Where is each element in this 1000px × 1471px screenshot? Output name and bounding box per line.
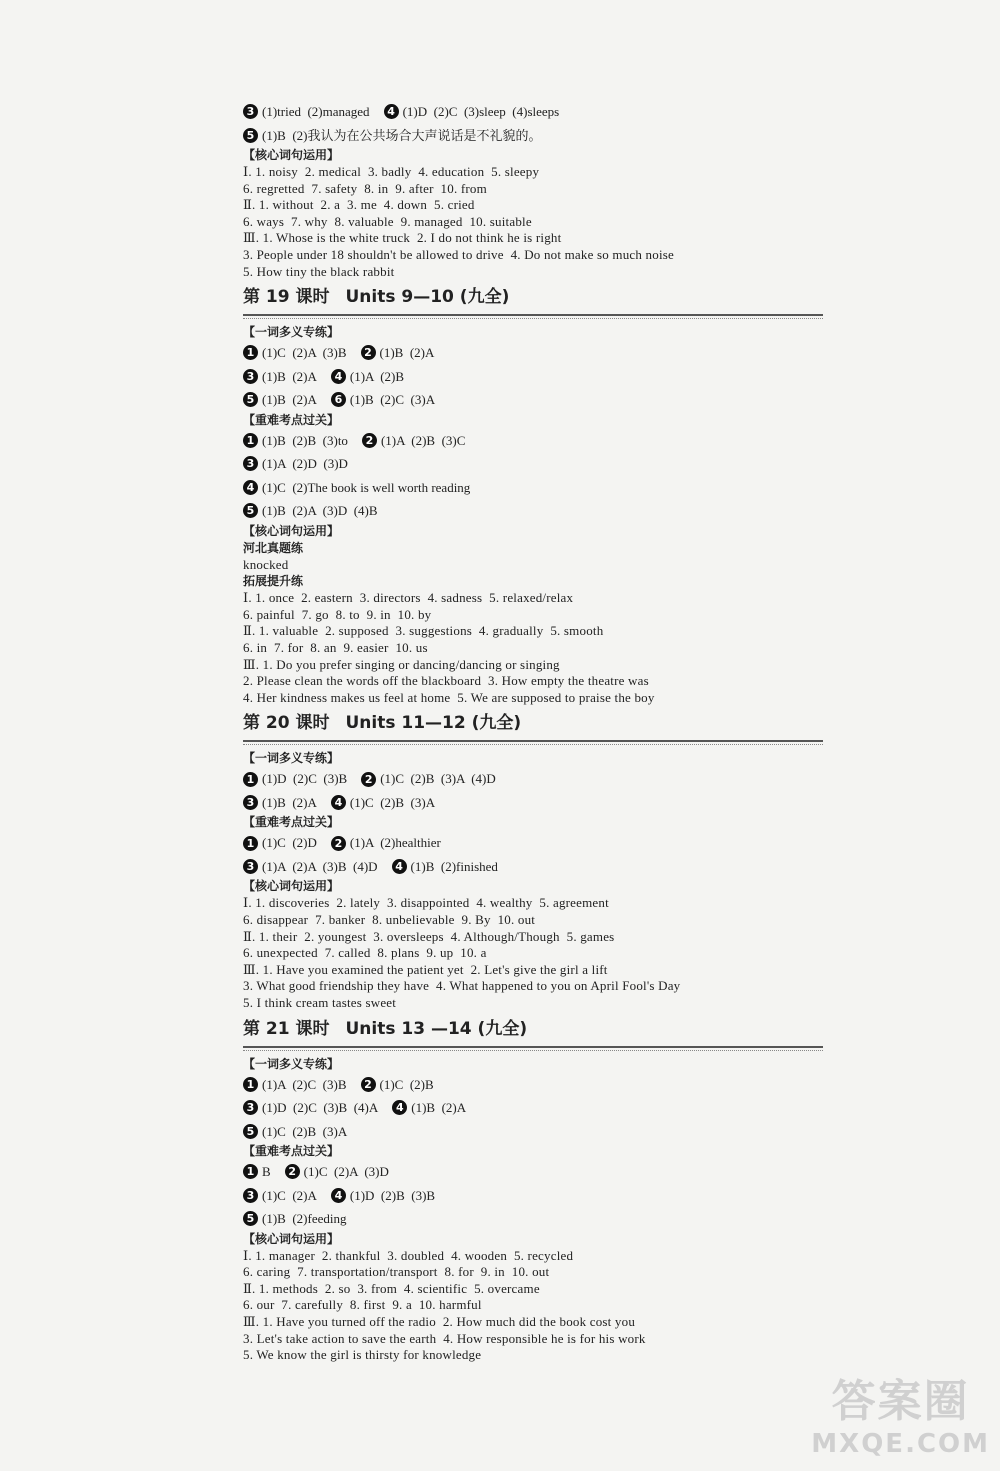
answer-row — [243, 1184, 823, 1208]
number-badge: 5 — [243, 392, 258, 407]
number-badge: 2 — [361, 345, 376, 360]
answer-row — [243, 499, 823, 523]
number-badge: 4 — [384, 104, 399, 119]
answer-line: Ⅰ. 1. discoveries 2. lately 3. disappointed 4. wealthy 5. agreement — [243, 895, 609, 911]
answer-line: 6. our 7. carefully 8. first 9. a 10. harmful — [243, 1297, 482, 1313]
answer-text: (1)B (2)A — [262, 794, 317, 810]
number-badge: 3 — [243, 456, 258, 471]
answer-line: knocked — [243, 556, 289, 572]
answer-row — [243, 1073, 823, 1097]
answer-line: 6. painful 7. go 8. to 9. in 10. by — [243, 606, 432, 622]
section-heading: 【一词多义专练】 — [243, 1056, 340, 1071]
number-badge: 1 — [243, 836, 258, 851]
answer-row — [243, 1207, 823, 1231]
number-badge: 4 — [392, 1100, 407, 1115]
number-badge: 4 — [331, 795, 346, 810]
answer-line: Ⅲ. 1. Have you turned off the radio 2. How much did the book cost you — [243, 1313, 636, 1329]
answer-row — [243, 365, 823, 389]
number-badge: 2 — [361, 1077, 376, 1092]
lesson-number: 第 20 课时 — [243, 713, 330, 734]
answer-line: 6. unexpected 7. called 8. plans 9. up 10. a — [243, 945, 487, 961]
answer-text: (1)B (2)B (3)to — [262, 432, 348, 448]
number-badge: 3 — [243, 859, 258, 874]
number-badge: 1 — [243, 345, 258, 360]
answer-text: (1)tried (2)managed — [262, 104, 370, 119]
answer-row — [243, 124, 823, 148]
answer-line: Ⅰ. 1. noisy 2. medical 3. badly 4. education 5. sleepy — [243, 164, 540, 179]
answer-line: 6. in 7. for 8. an 9. easier 10. us — [243, 640, 428, 656]
answer-row — [243, 1160, 823, 1184]
answer-row — [243, 1096, 823, 1120]
number-badge: 5 — [243, 1124, 258, 1139]
subsection-heading: 拓展提升练 — [243, 574, 304, 589]
answer-line: 3. What good friendship they have 4. What happened to you on April Fool's Day — [243, 978, 681, 994]
answer-text: (1)B (2)A — [379, 345, 435, 361]
section-heading: 【重难考点过关】 — [243, 815, 340, 830]
answer-line: Ⅲ. 1. Whose is the white truck 2. I do not think he is right — [243, 230, 562, 246]
answer-page — [243, 100, 823, 1364]
answer-line: 5. We know the girl is thirsty for knowledge — [243, 1347, 482, 1363]
answer-text: (1)B (2)A — [411, 1100, 467, 1116]
watermark-url: MXQE.COM — [811, 1429, 990, 1459]
answer-text: B — [262, 1164, 271, 1180]
section-heading: 【核心词句运用】 — [243, 523, 340, 538]
lesson-title — [243, 710, 823, 742]
section-heading: 【核心词句运用】 — [243, 148, 340, 162]
lesson-number: 第 21 课时 — [243, 1018, 330, 1039]
number-badge: 2 — [285, 1164, 300, 1179]
answer-row — [243, 1120, 823, 1144]
lesson-units: Units 9—10 (九全) — [345, 287, 510, 308]
watermark-logo — [811, 1365, 990, 1459]
number-badge: 4 — [331, 369, 346, 384]
answer-line: 4. Her kindness makes us feel at home 5. We are supposed to praise the boy — [243, 689, 655, 705]
watermark-text: 答案圈 — [831, 1376, 970, 1427]
answer-line: Ⅰ. 1. manager 2. thankful 3. doubled 4. wooden 5. recycled — [243, 1247, 574, 1263]
answer-line: 6. ways 7. why 8. valuable 9. managed 10. suitable — [243, 213, 532, 229]
answer-text: (1)D (2)C (3)B (4)A — [262, 1100, 379, 1116]
answer-line: Ⅱ. 1. valuable 2. supposed 3. suggestions 4. gradually 5. smooth — [243, 623, 604, 639]
number-badge: 5 — [243, 128, 258, 143]
answer-line: Ⅲ. 1. Have you examined the patient yet 2. Let's give the girl a lift — [243, 961, 608, 977]
number-badge: 1 — [243, 772, 258, 787]
answer-row — [243, 452, 823, 476]
answer-text: (1)A (2)C (3)B — [262, 1076, 347, 1092]
answer-text: (1)D (2)C (3)B — [262, 771, 348, 787]
answer-text: (1)C (2)A (3)D — [303, 1164, 389, 1180]
answer-line: 6. disappear 7. banker 8. unbelievable 9. By 10. out — [243, 912, 536, 927]
number-badge: 1 — [243, 1077, 258, 1092]
subsection-heading: 河北真题练 — [243, 540, 304, 555]
number-badge: 3 — [243, 1100, 258, 1115]
answer-row — [243, 100, 823, 124]
answer-text: (1)C (2)B — [379, 1076, 434, 1092]
number-badge: 3 — [243, 795, 258, 810]
lesson-title — [243, 284, 823, 316]
number-badge: 4 — [392, 859, 407, 874]
answer-text: (1)D (2)C (3)sleep (4)sleeps — [402, 104, 560, 119]
answer-text: (1)C (2)B (3)A (4)D — [380, 771, 496, 787]
section-heading: 【一词多义专练】 — [243, 325, 340, 340]
section-heading: 【核心词句运用】 — [243, 879, 340, 894]
answer-text: (1)B (2)A (3)D (4)B — [262, 503, 378, 519]
answer-row — [243, 831, 823, 855]
answer-text: (1)D (2)B (3)B — [349, 1187, 436, 1203]
answer-line: 5. I think cream tastes sweet — [243, 994, 397, 1010]
number-badge: 3 — [243, 369, 258, 384]
answer-row — [243, 791, 823, 815]
answer-row — [243, 855, 823, 879]
answer-row — [243, 341, 823, 365]
lesson-number: 第 19 课时 — [243, 287, 330, 308]
lesson-units: Units 13 —14 (九全) — [345, 1018, 528, 1039]
section-heading: 【核心词句运用】 — [243, 1231, 340, 1246]
lesson-units: Units 11—12 (九全) — [345, 713, 522, 734]
answer-row — [243, 429, 823, 453]
number-badge: 2 — [361, 772, 376, 787]
answer-text: (1)B (2)我认为在公共场合大声说话是不礼貌的。 — [262, 127, 542, 143]
answer-text: (1)C (2)A — [262, 1187, 317, 1203]
answer-text: (1)A (2)D (3)D — [262, 456, 348, 472]
answer-line: Ⅱ. 1. their 2. youngest 3. oversleeps 4. Although/Though 5. games — [243, 928, 615, 944]
answer-line: Ⅲ. 1. Do you prefer singing or dancing/dancing or singing — [243, 656, 560, 672]
answer-text: (1)B (2)A — [262, 392, 317, 408]
section-heading: 【一词多义专练】 — [243, 751, 340, 766]
answer-text: (1)C (2)A (3)B — [262, 345, 347, 361]
answer-text: (1)A (2)healthier — [349, 835, 441, 851]
number-badge: 4 — [243, 480, 258, 495]
number-badge: 1 — [243, 1164, 258, 1179]
answer-line: 3. People under 18 shouldn't be allowed to drive 4. Do not make so much noise — [243, 246, 674, 262]
answer-line: Ⅱ. 1. without 2. a 3. me 4. down 5. cried — [243, 197, 475, 213]
answer-text: (1)C (2)B (3)A — [262, 1123, 348, 1139]
answer-line: 3. Let's take action to save the earth 4. How responsible he is for his work — [243, 1330, 646, 1346]
number-badge: 6 — [331, 392, 346, 407]
number-badge: 3 — [243, 104, 258, 119]
answer-text: (1)C (2)D — [262, 835, 317, 851]
answer-text: (1)C (2)B (3)A — [349, 794, 436, 810]
answer-line: Ⅱ. 1. methods 2. so 3. from 4. scientific 5. overcame — [243, 1280, 540, 1296]
number-badge: 2 — [362, 433, 377, 448]
answer-text: (1)B (2)feeding — [262, 1211, 347, 1227]
answer-row — [243, 388, 823, 412]
answer-line: 5. How tiny the black rabbit — [243, 263, 395, 279]
number-badge: 4 — [331, 1188, 346, 1203]
answer-row — [243, 476, 823, 500]
answer-text: (1)B (2)C (3)A — [349, 392, 436, 408]
answer-line: 2. Please clean the words off the blackboard 3. How empty the theatre was — [243, 673, 649, 689]
answer-row — [243, 767, 823, 791]
number-badge: 5 — [243, 1211, 258, 1226]
number-badge: 5 — [243, 503, 258, 518]
number-badge: 1 — [243, 433, 258, 448]
answer-line: 6. regretted 7. safety 8. in 9. after 10. from — [243, 180, 487, 196]
section-heading: 【重难考点过关】 — [243, 1144, 340, 1159]
section-heading: 【重难考点过关】 — [243, 412, 340, 427]
answer-text: (1)B (2)A — [262, 368, 317, 384]
answer-text: (1)C (2)The book is well worth reading — [262, 479, 471, 495]
answer-text: (1)A (2)A (3)B (4)D — [262, 858, 378, 874]
answer-text: (1)B (2)finished — [410, 858, 498, 874]
answer-line: 6. caring 7. transportation/transport 8. for 9. in 10. out — [243, 1264, 550, 1280]
number-badge: 2 — [331, 836, 346, 851]
number-badge: 3 — [243, 1188, 258, 1203]
answer-text: (1)A (2)B — [349, 368, 405, 384]
answer-text: (1)A (2)B (3)C — [380, 432, 466, 448]
answer-line: Ⅰ. 1. once 2. eastern 3. directors 4. sadness 5. relaxed/relax — [243, 590, 574, 606]
lesson-title — [243, 1016, 823, 1048]
